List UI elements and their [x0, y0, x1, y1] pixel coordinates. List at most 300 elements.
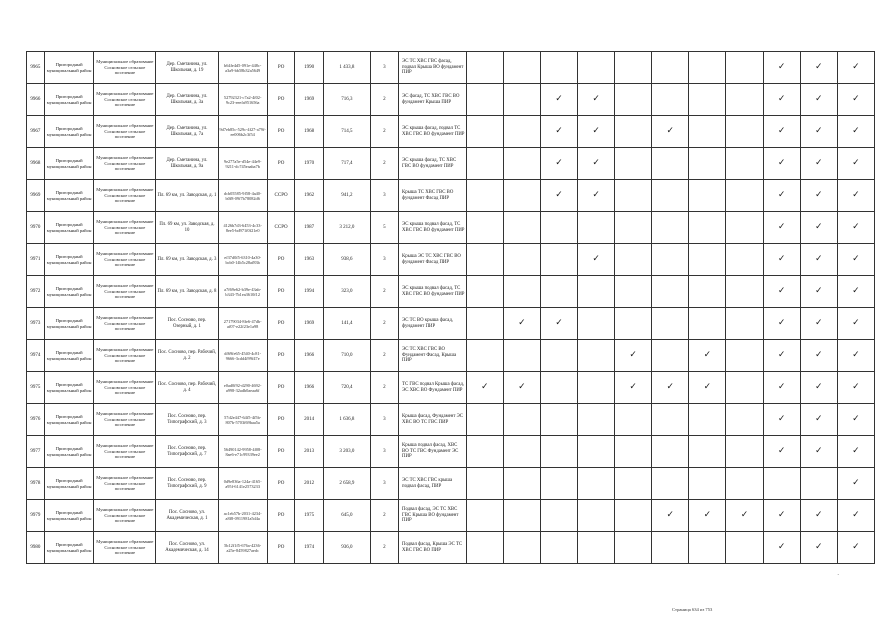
table-body [27, 52, 875, 564]
work-column-6-cell [652, 372, 689, 404]
build-year-cell: 1994 [295, 276, 323, 308]
work-column-4-cell [578, 212, 615, 244]
work-column-8-cell [726, 52, 763, 84]
table-row [27, 436, 875, 468]
work-column-11-cell [837, 436, 874, 468]
district-cell: Пригородный муниципальный район [44, 532, 94, 564]
work-column-7-cell [689, 52, 726, 84]
work-column-5-cell [615, 52, 652, 84]
work-column-2-cell [503, 372, 540, 404]
check-mark-icon: ✓ [814, 253, 823, 264]
work-column-1-cell [466, 436, 503, 468]
work-column-2-cell [503, 244, 540, 276]
table-row [27, 276, 875, 308]
work-column-4-cell [578, 468, 615, 500]
work-column-1-cell [466, 308, 503, 340]
municipality-cell: Муниципальное образование Сосновское сельское поселение [94, 372, 156, 404]
area-cell: 1 433,8 [323, 52, 370, 84]
work-column-1-cell [466, 532, 503, 564]
check-mark-icon: ✓ [777, 221, 786, 232]
work-column-10-cell [800, 52, 837, 84]
table-row [27, 212, 875, 244]
address-cell: Дер. Сметанина, ул. Школьная, д. 7а [156, 116, 218, 148]
check-mark-icon: ✓ [852, 253, 860, 264]
works-list-cell: ЭС ТС ХВС ГВС фасад, подвал Крыша ВО фундамент ПИР [399, 52, 467, 84]
check-mark-icon: ✓ [777, 445, 786, 456]
row-id: 9973 [27, 308, 45, 340]
work-column-3-cell [540, 404, 577, 436]
work-column-7-cell [689, 308, 726, 340]
check-mark-icon: ✓ [777, 509, 786, 520]
row-id: 9979 [27, 500, 45, 532]
work-column-3-cell [540, 84, 577, 116]
check-mark-icon: ✓ [592, 253, 600, 264]
work-column-2-cell [503, 500, 540, 532]
work-column-9-cell [763, 500, 800, 532]
work-column-5-cell [615, 308, 652, 340]
municipality-cell: Муниципальное образование Сосновское сельское поселение [94, 116, 156, 148]
work-column-7-cell [689, 532, 726, 564]
work-column-9-cell [763, 404, 800, 436]
table-row [27, 532, 875, 564]
work-column-2-cell [503, 276, 540, 308]
table-row [27, 116, 875, 148]
work-column-2-cell [503, 532, 540, 564]
address-cell: Дер. Сметанина, ул. Школьная, д. 19 [156, 52, 218, 84]
works-list-cell: Подвал фасад, ЭС ТС ХВС ГВС Крыша ВО фундамент ПИР [399, 500, 467, 532]
object-code-cell: 57d2e447-64f5-4f5b-807b-5703f69baa5a [218, 404, 267, 436]
ownership-type-cell: РО [267, 468, 295, 500]
work-column-10-cell [800, 116, 837, 148]
area-cell: 716,3 [323, 84, 370, 116]
table-row [27, 372, 875, 404]
ownership-type-cell: РО [267, 116, 295, 148]
work-column-2-cell [503, 84, 540, 116]
municipality-cell: Муниципальное образование Сосновское сельское поселение [94, 340, 156, 372]
work-column-4-cell [578, 500, 615, 532]
work-column-8-cell [726, 500, 763, 532]
floors-cell: 3 [370, 180, 398, 212]
build-year-cell: 1966 [295, 372, 323, 404]
area-cell: 720,4 [323, 372, 370, 404]
work-column-5-cell [615, 436, 652, 468]
work-column-3-cell [540, 468, 577, 500]
table-row [27, 340, 875, 372]
check-mark-icon: ✓ [555, 317, 563, 328]
ownership-type-cell: РО [267, 308, 295, 340]
ownership-type-cell: ССРО [267, 180, 295, 212]
work-column-2-cell [503, 340, 540, 372]
work-column-5-cell [615, 148, 652, 180]
works-list-cell: Подвал фасад, Крыша ЭС ТС ХВС ГВС ВО ПИР [399, 532, 467, 564]
check-mark-icon: ✓ [555, 189, 563, 200]
row-id: 9975 [27, 372, 45, 404]
address-cell: Пл. 69 км, ул. Заводская, д. 1 [156, 180, 218, 212]
build-year-cell: 1974 [295, 532, 323, 564]
check-mark-icon: ✓ [629, 349, 637, 360]
district-cell: Пригородный муниципальный район [44, 244, 94, 276]
work-column-9-cell [763, 372, 800, 404]
check-mark-icon: ✓ [555, 93, 563, 104]
build-year-cell: 1962 [295, 180, 323, 212]
municipality-cell: Муниципальное образование Сосновское сельское поселение [94, 404, 156, 436]
work-column-5-cell [615, 340, 652, 372]
work-column-5-cell [615, 212, 652, 244]
address-cell: Пл. 69 км, ул. Заводская, д. 3 [156, 244, 218, 276]
work-column-8-cell [726, 404, 763, 436]
build-year-cell: 2013 [295, 436, 323, 468]
check-mark-icon: ✓ [777, 317, 786, 328]
check-mark-icon: ✓ [852, 349, 860, 360]
check-mark-icon: ✓ [518, 317, 526, 328]
ownership-type-cell: РО [267, 148, 295, 180]
row-id: 9977 [27, 436, 45, 468]
work-column-9-cell [763, 148, 800, 180]
area-cell: 323,0 [323, 276, 370, 308]
check-mark-icon: ✓ [814, 445, 823, 456]
work-column-1-cell [466, 500, 503, 532]
work-column-7-cell [689, 404, 726, 436]
works-list-cell: ЭС фасад, ТС ХВС ГВС ВО фундамент Крыша ПИР [399, 84, 467, 116]
work-column-6-cell [652, 500, 689, 532]
address-cell: Дер. Сметанина, ул. Школьная, д. 9а [156, 148, 218, 180]
area-cell: 141,4 [323, 308, 370, 340]
work-column-9-cell [763, 532, 800, 564]
row-id: 9978 [27, 468, 45, 500]
address-cell: Пос. Сосново, пер. Рабочий, д. 4 [156, 372, 218, 404]
area-cell: 1 636,8 [323, 404, 370, 436]
district-cell: Пригородный муниципальный район [44, 276, 94, 308]
district-cell: Пригородный муниципальный район [44, 52, 94, 84]
district-cell: Пригородный муниципальный район [44, 212, 94, 244]
check-mark-icon: ✓ [592, 189, 600, 200]
check-mark-icon: ✓ [666, 509, 675, 520]
work-column-1-cell [466, 468, 503, 500]
object-code-cell: 52792321-c7a2-4f02-9c23-eeefa951656a [218, 84, 267, 116]
check-mark-icon: ✓ [592, 125, 600, 136]
work-column-9-cell [763, 212, 800, 244]
work-column-2-cell [503, 52, 540, 84]
floors-cell: 2 [370, 372, 398, 404]
row-id: 9971 [27, 244, 45, 276]
work-column-11-cell [837, 500, 874, 532]
work-column-5-cell [615, 404, 652, 436]
work-column-4-cell [578, 372, 615, 404]
check-mark-icon: ✓ [852, 509, 860, 520]
district-cell: Пригородный муниципальный район [44, 340, 94, 372]
floors-cell: 2 [370, 84, 398, 116]
district-cell: Пригородный муниципальный район [44, 500, 94, 532]
check-mark-icon: ✓ [777, 349, 786, 360]
work-column-5-cell [615, 244, 652, 276]
work-column-4-cell [578, 148, 615, 180]
work-column-9-cell [763, 308, 800, 340]
object-code-cell: 5b12f1f5-676a-4236-a25e-8459827aedc [218, 532, 267, 564]
check-mark-icon: ✓ [518, 381, 526, 392]
district-cell: Пригородный муниципальный район [44, 404, 94, 436]
row-id: 9967 [27, 116, 45, 148]
municipality-cell: Муниципальное образование Сосновское сельское поселение [94, 500, 156, 532]
work-column-6-cell [652, 180, 689, 212]
ownership-type-cell: РО [267, 532, 295, 564]
floors-cell: 3 [370, 52, 398, 84]
work-column-7-cell [689, 244, 726, 276]
table-row [27, 148, 875, 180]
check-mark-icon: ✓ [852, 61, 860, 72]
build-year-cell: 1987 [295, 212, 323, 244]
work-column-4-cell [578, 532, 615, 564]
work-column-6-cell [652, 276, 689, 308]
address-cell: Пос. Сосново, пер. Озерный, д. 1 [156, 308, 218, 340]
work-column-7-cell [689, 436, 726, 468]
object-code-cell: ac1eb57b-2031-4234-a8f8-0911981a5d4a [218, 500, 267, 532]
build-year-cell: 1969 [295, 308, 323, 340]
object-code-cell: dcb05585-9f58-4a40-b0f8-09f7b78082d6 [218, 180, 267, 212]
floors-cell: 3 [370, 436, 398, 468]
object-code-cell: df69fe65-4540-4c81-9666-3cdd4f99f47e [218, 340, 267, 372]
check-mark-icon: ✓ [703, 349, 712, 360]
district-cell: Пригородный муниципальный район [44, 148, 94, 180]
work-column-4-cell [578, 308, 615, 340]
check-mark-icon: ✓ [777, 93, 786, 104]
area-cell: 645,0 [323, 500, 370, 532]
check-mark-icon: ✓ [852, 541, 860, 552]
object-code-cell: 27179034-8fe6-47db-af07-e22f23e1a98 [218, 308, 267, 340]
work-column-10-cell [800, 244, 837, 276]
work-column-8-cell [726, 148, 763, 180]
work-column-5-cell [615, 500, 652, 532]
table-row [27, 404, 875, 436]
check-mark-icon: ✓ [666, 125, 675, 136]
floors-cell: 2 [370, 148, 398, 180]
work-column-11-cell [837, 340, 874, 372]
object-code-cell: 56490142-9958-4f08-8ae6-e71c99339ee2 [218, 436, 267, 468]
check-mark-icon: ✓ [814, 317, 823, 328]
area-cell: 3 212,0 [323, 212, 370, 244]
work-column-6-cell [652, 84, 689, 116]
work-column-6-cell [652, 308, 689, 340]
work-column-2-cell [503, 308, 540, 340]
ownership-type-cell: РО [267, 404, 295, 436]
table-row [27, 84, 875, 116]
work-column-7-cell [689, 500, 726, 532]
work-column-9-cell [763, 244, 800, 276]
work-column-4-cell [578, 404, 615, 436]
check-mark-icon: ✓ [814, 349, 823, 360]
work-column-11-cell [837, 308, 874, 340]
work-column-8-cell [726, 372, 763, 404]
work-column-10-cell [800, 372, 837, 404]
ownership-type-cell: РО [267, 436, 295, 468]
check-mark-icon: ✓ [852, 189, 860, 200]
table-row [27, 500, 875, 532]
work-column-3-cell [540, 244, 577, 276]
address-cell: Дер. Сметанина, ул. Школьная, д. 3а [156, 84, 218, 116]
works-list-cell: ЭС ТС ВО крыша фасад, фундамент ПИР [399, 308, 467, 340]
check-mark-icon: ✓ [852, 477, 860, 488]
work-column-11-cell [837, 404, 874, 436]
address-cell: Пос. Сосново, пер. Типографский, д. 3 [156, 404, 218, 436]
floors-cell: 2 [370, 532, 398, 564]
area-cell: 714,5 [323, 116, 370, 148]
work-column-2-cell [503, 180, 540, 212]
works-list-cell: Крыша подвал фасад, ХВС ВО ТС ГВС Фундамент ЭС ПИР [399, 436, 467, 468]
work-column-8-cell [726, 212, 763, 244]
work-column-7-cell [689, 148, 726, 180]
works-list-cell: ЭС крыша подвал фасад, ТС ХВС ГВС ВО фундамент ПИР [399, 276, 467, 308]
works-list-cell: ЭС крыша фасад, подвал ТС ХВС ГВС ВО фундамент ПИР [399, 116, 467, 148]
ownership-type-cell: РО [267, 340, 295, 372]
work-column-8-cell [726, 180, 763, 212]
work-column-11-cell [837, 52, 874, 84]
address-cell: Пл. 69 км, ул. Заводская, д. 10 [156, 212, 218, 244]
work-column-11-cell [837, 244, 874, 276]
work-column-8-cell [726, 468, 763, 500]
work-column-5-cell [615, 116, 652, 148]
work-column-1-cell [466, 180, 503, 212]
municipality-cell: Муниципальное образование Сосновское сельское поселение [94, 532, 156, 564]
work-column-8-cell [726, 436, 763, 468]
check-mark-icon: ✓ [852, 381, 860, 392]
build-year-cell: 1969 [295, 84, 323, 116]
check-mark-icon: ✓ [740, 509, 749, 520]
work-column-7-cell [689, 212, 726, 244]
ownership-type-cell: РО [267, 276, 295, 308]
work-column-6-cell [652, 116, 689, 148]
work-column-1-cell [466, 276, 503, 308]
work-column-11-cell [837, 372, 874, 404]
district-cell: Пригородный муниципальный район [44, 468, 94, 500]
work-column-10-cell [800, 276, 837, 308]
check-mark-icon: ✓ [480, 381, 489, 392]
work-column-10-cell [800, 532, 837, 564]
work-column-5-cell [615, 276, 652, 308]
work-column-3-cell [540, 148, 577, 180]
work-column-4-cell [578, 340, 615, 372]
table-row [27, 308, 875, 340]
build-year-cell: 1970 [295, 148, 323, 180]
work-column-5-cell [615, 532, 652, 564]
object-code-cell: 0d9e836a-124a-4165-a95f-6141e2573233 [218, 468, 267, 500]
build-year-cell: 1990 [295, 52, 323, 84]
address-cell: Пос. Сосново, ул. Академическая, д. 14 [156, 532, 218, 564]
work-column-2-cell [503, 404, 540, 436]
check-mark-icon: ✓ [852, 413, 860, 424]
works-list-cell: Крыша ТС ХВС ГВС ВО фундамент Фасад ПИР [399, 180, 467, 212]
build-year-cell: 1968 [295, 116, 323, 148]
municipality-cell: Муниципальное образование Сосновское сельское поселение [94, 180, 156, 212]
work-column-3-cell [540, 340, 577, 372]
address-cell: Пл. 69 км, ул. Заводская, д. 8 [156, 276, 218, 308]
table-row [27, 180, 875, 212]
work-column-11-cell [837, 468, 874, 500]
work-column-9-cell [763, 180, 800, 212]
floors-cell: 5 [370, 212, 398, 244]
check-mark-icon: ✓ [814, 189, 823, 200]
check-mark-icon: ✓ [777, 285, 786, 296]
check-mark-icon: ✓ [852, 125, 860, 136]
check-mark-icon: ✓ [814, 285, 823, 296]
work-column-6-cell [652, 436, 689, 468]
work-column-1-cell [466, 148, 503, 180]
check-mark-icon: ✓ [777, 189, 786, 200]
check-mark-icon: ✓ [777, 61, 786, 72]
check-mark-icon: ✓ [555, 125, 563, 136]
check-mark-icon: ✓ [852, 317, 860, 328]
work-column-11-cell [837, 212, 874, 244]
works-list-cell: ЭС ТС ХВС ГВС крыша подвал фасад, ПИР [399, 468, 467, 500]
work-column-11-cell [837, 148, 874, 180]
district-cell: Пригородный муниципальный район [44, 116, 94, 148]
area-cell: 3 203,0 [323, 436, 370, 468]
area-cell: 717,4 [323, 148, 370, 180]
work-column-1-cell [466, 340, 503, 372]
work-column-2-cell [503, 116, 540, 148]
check-mark-icon: ✓ [592, 157, 600, 168]
floors-cell: 2 [370, 276, 398, 308]
floors-cell: 2 [370, 500, 398, 532]
address-cell: Пос. Сосново, пер. Рабочий, д. 2 [156, 340, 218, 372]
floors-cell: 3 [370, 468, 398, 500]
work-column-9-cell [763, 84, 800, 116]
municipality-cell: Муниципальное образование Сосновское сельское поселение [94, 52, 156, 84]
check-mark-icon: ✓ [814, 125, 823, 136]
check-mark-icon: ✓ [777, 125, 786, 136]
area-cell: 710,0 [323, 340, 370, 372]
works-list-cell: ЭС крыша подвал фасад, ТС ХВС ГВС ВО фундамент ПИР [399, 212, 467, 244]
district-cell: Пригородный муниципальный район [44, 372, 94, 404]
build-year-cell: 2012 [295, 468, 323, 500]
page-number: Страница 634 из 753 [672, 607, 713, 612]
check-mark-icon: ✓ [852, 285, 860, 296]
area-cell: 941,2 [323, 180, 370, 212]
work-column-8-cell [726, 244, 763, 276]
work-column-3-cell [540, 180, 577, 212]
check-mark-icon: ✓ [852, 221, 860, 232]
floors-cell: 3 [370, 404, 398, 436]
work-column-6-cell [652, 148, 689, 180]
municipality-cell: Муниципальное образование Сосновское сельское поселение [94, 244, 156, 276]
ownership-type-cell: РО [267, 500, 295, 532]
check-mark-icon: ✓ [703, 509, 712, 520]
work-column-3-cell [540, 532, 577, 564]
work-column-10-cell [800, 404, 837, 436]
municipality-cell: Муниципальное образование Сосновское сельское поселение [94, 148, 156, 180]
work-column-9-cell [763, 436, 800, 468]
work-column-5-cell [615, 372, 652, 404]
check-mark-icon: ✓ [777, 413, 786, 424]
work-column-7-cell [689, 276, 726, 308]
work-column-10-cell [800, 212, 837, 244]
work-column-9-cell [763, 116, 800, 148]
work-column-6-cell [652, 340, 689, 372]
work-column-4-cell [578, 116, 615, 148]
row-id: 9980 [27, 532, 45, 564]
work-column-7-cell [689, 84, 726, 116]
check-mark-icon: ✓ [777, 381, 786, 392]
row-id: 9968 [27, 148, 45, 180]
address-cell: Пос. Сосново, пер. Типографский, д. 9 [156, 468, 218, 500]
works-list-cell: ЭС крыша фасад, ТС ХВС ГВС ВО фундамент ПИР [399, 148, 467, 180]
row-id: 9965 [27, 52, 45, 84]
municipality-cell: Муниципальное образование Сосновское сельское поселение [94, 84, 156, 116]
municipality-cell: Муниципальное образование Сосновское сельское поселение [94, 436, 156, 468]
work-column-5-cell [615, 84, 652, 116]
work-column-1-cell [466, 372, 503, 404]
work-column-6-cell [652, 244, 689, 276]
work-column-6-cell [652, 404, 689, 436]
district-cell: Пригородный муниципальный район [44, 436, 94, 468]
